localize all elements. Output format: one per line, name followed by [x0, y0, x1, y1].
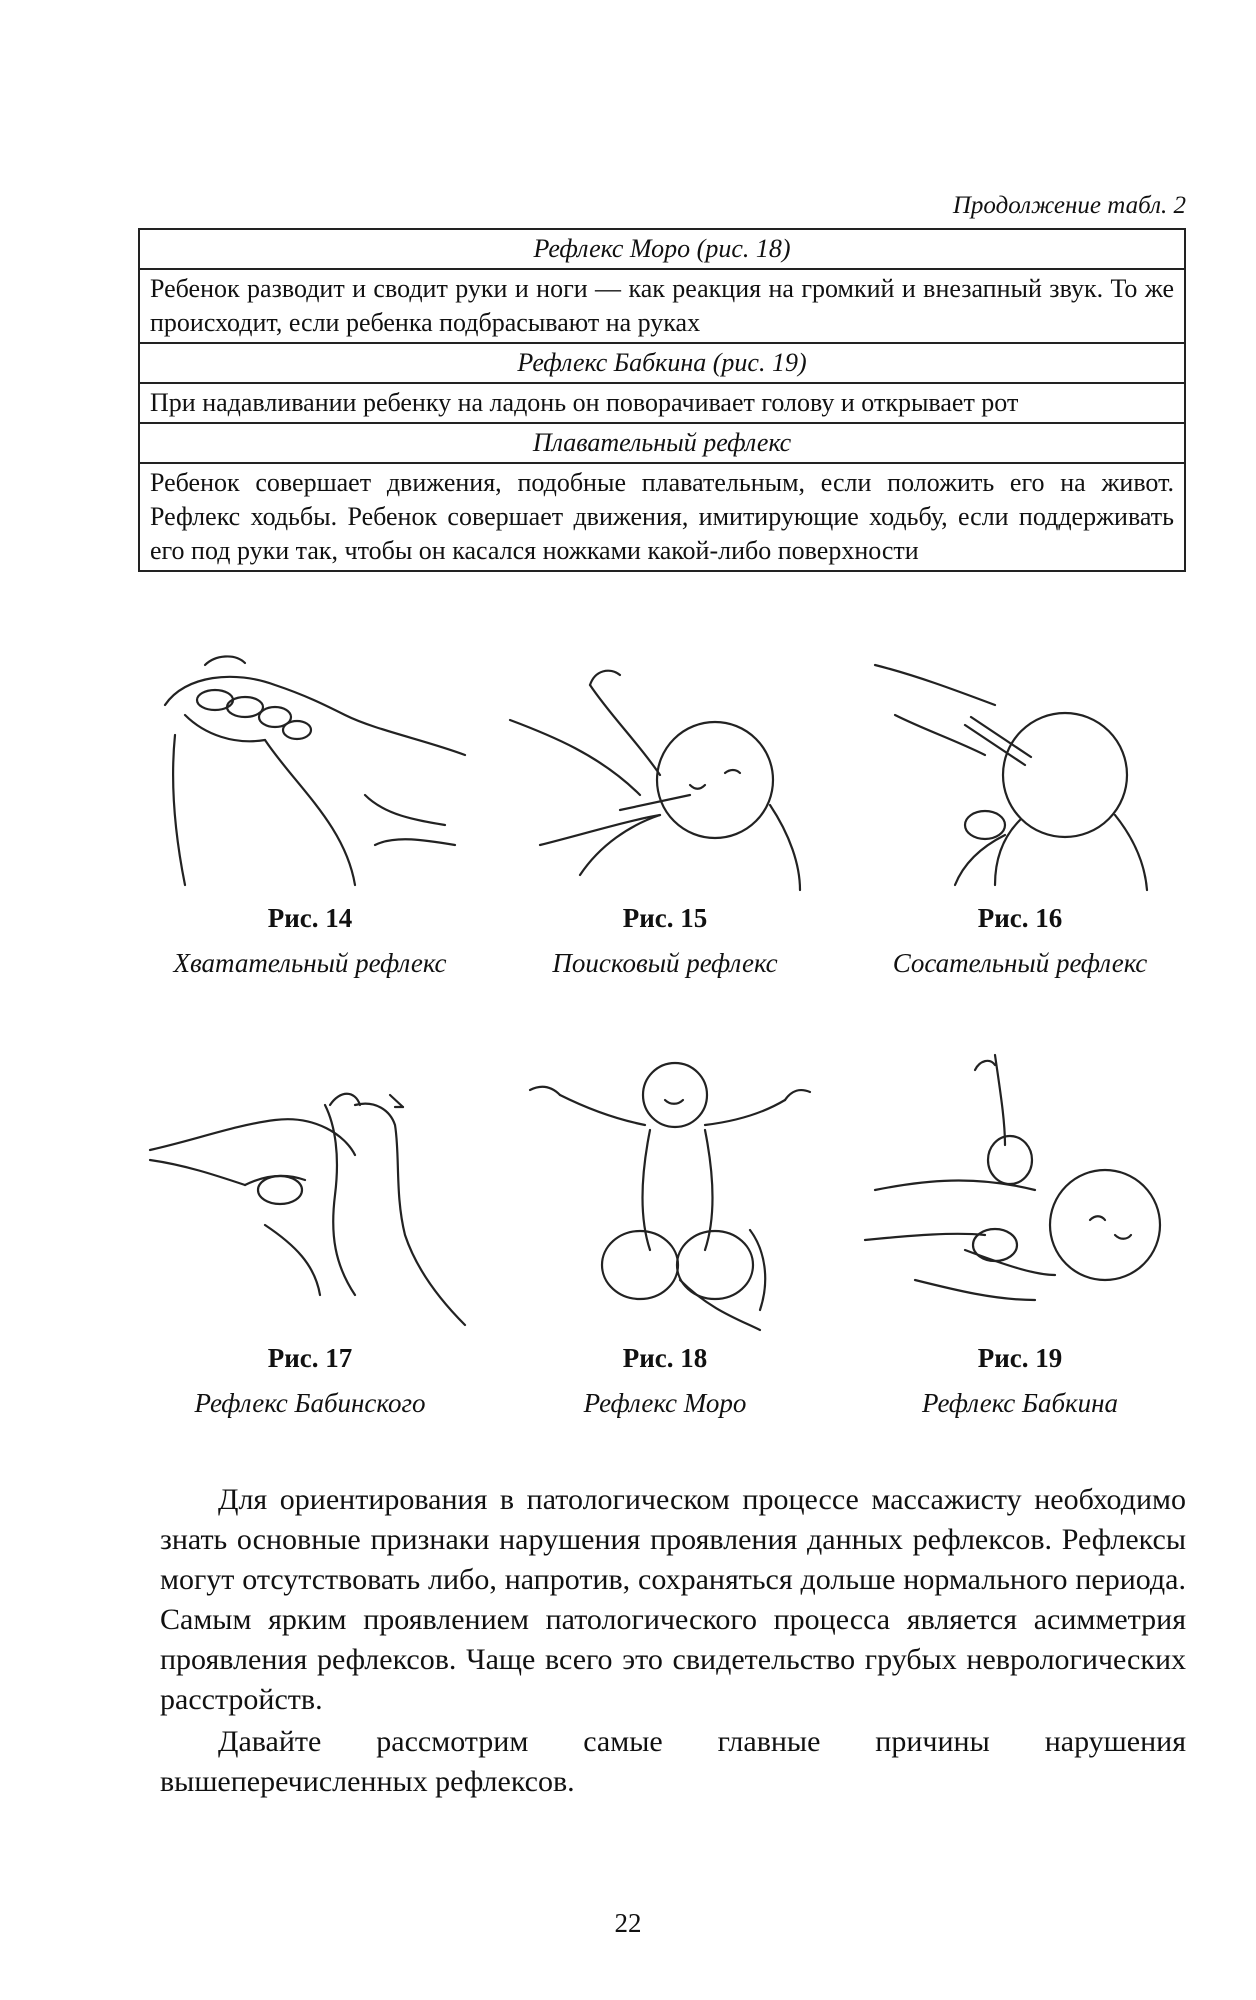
figure-14	[140, 645, 480, 979]
foot-sole-drawing-icon	[145, 1065, 475, 1335]
figure-number: Рис. 19	[977, 1343, 1063, 1373]
reflex-table	[138, 228, 1186, 572]
figure-19	[850, 1050, 1190, 1419]
figure-18	[495, 1050, 835, 1419]
table-row	[139, 229, 1185, 269]
page-number: 22	[614, 1908, 642, 1938]
grasping-hand-drawing-icon	[145, 645, 475, 895]
figure-number: Рис. 17	[267, 1343, 353, 1373]
figure-number: Рис. 18	[622, 1343, 708, 1373]
table-text-cell: Ребенок разводит и сводит руки и ноги — как реакция на громкий и внезапный звук. То же происходит, если ребенка подбрасывают на руках	[139, 269, 1185, 343]
body-paragraph: Давайте рассмотрим самые главные причины нарушения вышеперечисленных рефлексов.	[160, 1725, 1186, 1798]
figure-caption: Сосательный рефлекс	[892, 948, 1148, 978]
table-row	[139, 269, 1185, 343]
body-paragraph: Для ориентирования в патологическом процессе массажисту необходимо знать основные признаки нарушения проявления данных рефлексов. Рефлексы могут отсутствовать либо, напротив, сохраняться дольше нормального периода. Самым ярким проявлением патологического процесса является асимметрия проявления рефлексов. Чаще всего это свидетельство грубых неврологических расстройств.	[160, 1483, 1186, 1716]
table-row	[139, 463, 1185, 571]
table-heading-cell: Рефлекс Бабкина (рис. 19)	[139, 343, 1185, 383]
infant-rooting-drawing-icon	[500, 645, 830, 895]
figure-16	[850, 645, 1190, 979]
figure-17	[140, 1065, 480, 1419]
figure-caption: Рефлекс Бабинского	[194, 1388, 426, 1418]
infant-moro-drawing-icon	[500, 1050, 830, 1335]
table-row	[139, 423, 1185, 463]
figure-number: Рис. 16	[977, 903, 1063, 933]
table-continuation-label: Продолжение табл. 2	[952, 192, 1186, 219]
figure-caption: Поисковый рефлекс	[552, 948, 778, 978]
figure-caption: Хватательный рефлекс	[173, 948, 447, 978]
infant-palm-press-drawing-icon	[855, 1050, 1185, 1335]
table-row	[139, 343, 1185, 383]
table-heading-cell: Плавательный рефлекс	[139, 423, 1185, 463]
table-row	[139, 383, 1185, 423]
table-text-cell: Ребенок совершает движения, подобные плавательным, если положить его на живот. Рефлекс ходьбы. Ребенок совершает движения, имитирующие ходьбу, если поддерживать его под руки так, чтобы он касался ножками какой-либо поверхности	[139, 463, 1185, 571]
figure-caption: Рефлекс Бабкина	[921, 1388, 1119, 1418]
infant-sucking-drawing-icon	[855, 645, 1185, 895]
figure-caption: Рефлекс Моро	[583, 1388, 747, 1418]
figure-number: Рис. 14	[267, 903, 353, 933]
table-heading-cell: Рефлекс Моро (рис. 18)	[139, 229, 1185, 269]
figure-15	[495, 645, 835, 979]
figure-number: Рис. 15	[622, 903, 708, 933]
table-text-cell: При надавливании ребенку на ладонь он поворачивает голову и открывает рот	[139, 383, 1185, 423]
